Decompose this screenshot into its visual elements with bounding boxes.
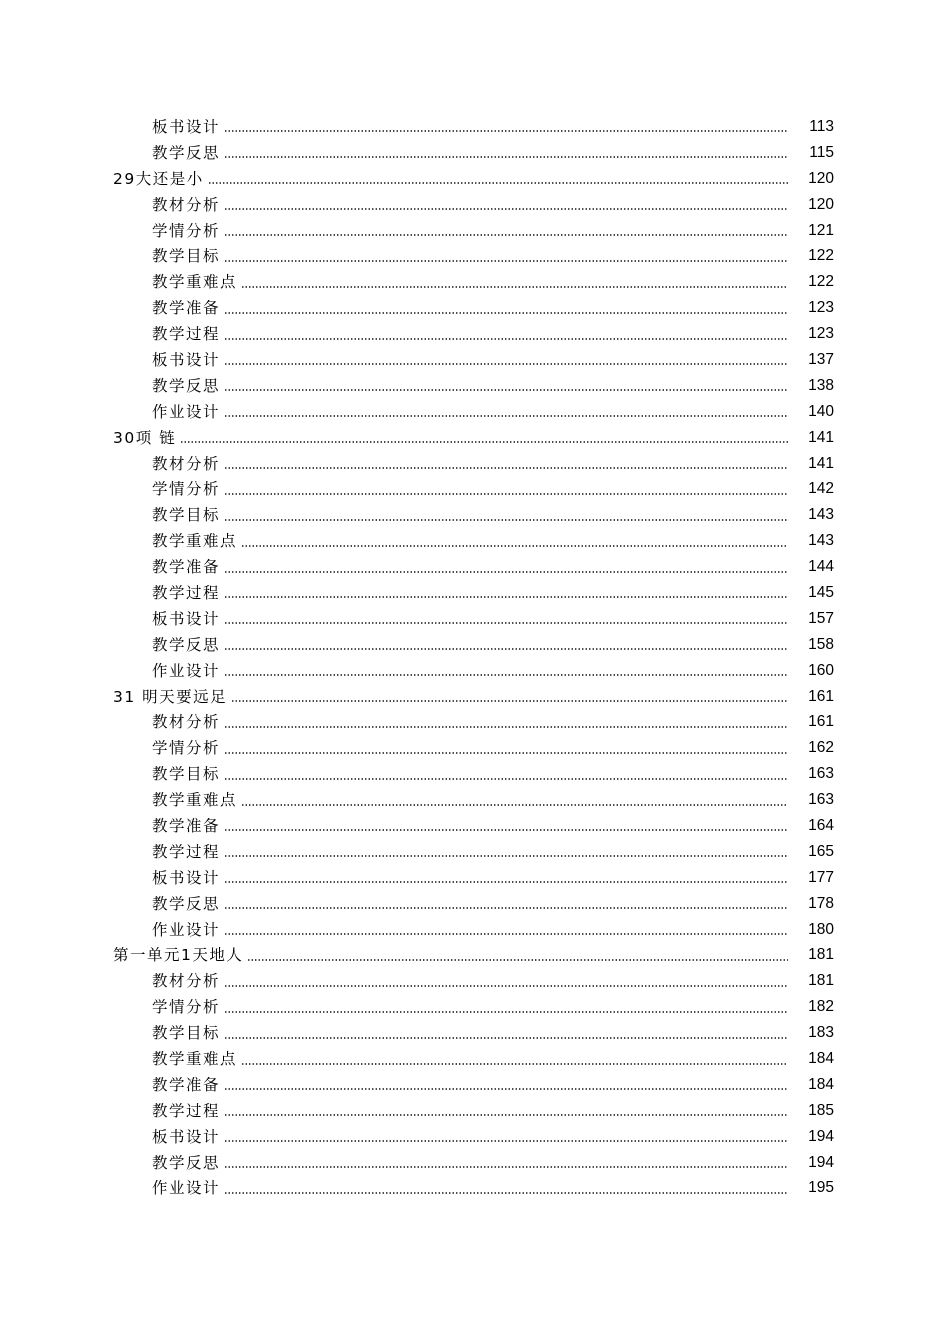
toc-section-entry[interactable] xyxy=(0,243,950,269)
toc-dot-leader xyxy=(224,1114,788,1116)
toc-dot-leader xyxy=(224,1166,788,1168)
toc-dot-leader xyxy=(224,156,788,158)
toc-section-entry[interactable] xyxy=(0,735,950,761)
toc-dot-leader xyxy=(224,260,788,262)
toc-entry-title: 教学准备 xyxy=(152,299,221,318)
toc-entry-title: 学情分析 xyxy=(152,998,221,1017)
toc-entry-title: 学情分析 xyxy=(152,480,221,499)
toc-entry-title: 30项 链 xyxy=(113,428,177,447)
toc-entry-title: 教材分析 xyxy=(152,454,221,473)
toc-dot-leader xyxy=(224,519,788,521)
toc-page-number: 143 xyxy=(808,506,834,524)
toc-entry-title: 教学过程 xyxy=(152,1101,221,1120)
toc-dot-leader xyxy=(224,674,788,676)
toc-dot-leader xyxy=(224,752,788,754)
toc-section-entry[interactable] xyxy=(0,269,950,295)
toc-entry-title: 教学过程 xyxy=(152,325,221,344)
toc-entry-title: 板书设计 xyxy=(152,350,221,369)
toc-page-number: 121 xyxy=(808,221,834,239)
toc-section-entry[interactable] xyxy=(0,451,950,477)
toc-dot-leader xyxy=(224,1140,788,1142)
toc-dot-leader xyxy=(224,312,788,314)
toc-dot-leader xyxy=(224,338,788,340)
toc-entry-title: 作业设计 xyxy=(152,920,221,939)
toc-page-number: 164 xyxy=(808,816,834,834)
toc-section-entry[interactable] xyxy=(0,1020,950,1046)
toc-section-entry[interactable] xyxy=(0,502,950,528)
toc-chapter-entry[interactable] xyxy=(0,166,950,192)
toc-page-number: 195 xyxy=(808,1179,834,1197)
toc-page-number: 115 xyxy=(809,143,834,161)
toc-page-number: 184 xyxy=(808,1050,834,1067)
toc-page-number: 181 xyxy=(808,972,834,990)
toc-section-entry[interactable] xyxy=(0,891,950,917)
toc-dot-leader xyxy=(224,881,788,883)
toc-page-number: 182 xyxy=(808,998,834,1016)
toc-page-number: 160 xyxy=(808,661,834,679)
toc-dot-leader xyxy=(224,907,788,909)
toc-dot-leader xyxy=(224,985,788,987)
toc-page-number: 157 xyxy=(808,609,834,627)
toc-section-entry[interactable] xyxy=(0,787,950,813)
toc-dot-leader xyxy=(247,959,788,961)
toc-section-entry[interactable] xyxy=(0,528,950,554)
toc-dot-leader xyxy=(224,130,788,132)
toc-dot-leader xyxy=(224,829,788,831)
toc-dot-leader xyxy=(224,467,788,469)
toc-dot-leader xyxy=(224,571,788,573)
toc-entry-title: 教学目标 xyxy=(152,506,221,525)
toc-section-entry[interactable] xyxy=(0,192,950,218)
toc-dot-leader xyxy=(224,234,788,236)
toc-section-entry[interactable] xyxy=(0,632,950,658)
toc-section-entry[interactable] xyxy=(0,140,950,166)
toc-section-entry[interactable] xyxy=(0,813,950,839)
toc-page-number: 122 xyxy=(808,247,834,265)
toc-section-entry[interactable] xyxy=(0,709,950,735)
toc-entry-title: 教学反思 xyxy=(152,1153,221,1172)
toc-dot-leader xyxy=(241,286,788,288)
toc-page-number: 180 xyxy=(808,920,834,938)
toc-section-entry[interactable] xyxy=(0,399,950,425)
toc-entry-title: 教学反思 xyxy=(152,143,221,162)
toc-entry-title: 教材分析 xyxy=(152,972,221,991)
toc-page-number: 163 xyxy=(808,791,834,809)
toc-dot-leader xyxy=(224,389,788,391)
toc-dot-leader xyxy=(224,415,788,417)
toc-entry-title: 教学重难点 xyxy=(152,791,238,810)
toc-page-number: 141 xyxy=(808,454,834,472)
toc-chapter-entry[interactable] xyxy=(0,425,950,451)
toc-section-entry[interactable] xyxy=(0,1098,950,1124)
toc-dot-leader xyxy=(231,700,788,702)
toc-page-number: 178 xyxy=(808,894,834,912)
toc-section-entry[interactable] xyxy=(0,1124,950,1150)
toc-dot-leader xyxy=(208,182,788,184)
toc-section-entry[interactable] xyxy=(0,476,950,502)
toc-entry-title: 31 明天要远足 xyxy=(113,687,228,706)
toc-page-number: 158 xyxy=(808,635,834,653)
toc-entry-title: 板书设计 xyxy=(152,1127,221,1146)
toc-dot-leader xyxy=(224,622,788,624)
toc-dot-leader xyxy=(224,1037,788,1039)
toc-entry-title: 教学反思 xyxy=(152,894,221,913)
toc-section-entry[interactable] xyxy=(0,839,950,865)
toc-entry-title: 教学目标 xyxy=(152,765,221,784)
toc-dot-leader xyxy=(241,1063,788,1065)
toc-page-number: 185 xyxy=(808,1101,834,1119)
toc-entry-title: 教学重难点 xyxy=(152,1050,238,1068)
toc-dot-leader xyxy=(241,804,788,806)
toc-dot-leader xyxy=(224,933,788,935)
toc-chapter-entry[interactable] xyxy=(0,943,950,969)
toc-page-number: 123 xyxy=(808,325,834,343)
toc-entry-title: 教学重难点 xyxy=(152,532,238,551)
toc-dot-leader xyxy=(224,648,788,650)
toc-page-number: 194 xyxy=(808,1127,834,1145)
toc-page-number: 145 xyxy=(808,583,834,601)
toc-section-entry[interactable] xyxy=(0,1046,950,1072)
toc-section-entry[interactable] xyxy=(0,606,950,632)
toc-dot-leader xyxy=(224,1192,788,1194)
toc-entry-title: 学情分析 xyxy=(152,221,221,240)
toc-entry-title: 作业设计 xyxy=(152,661,221,680)
toc-page-number: 184 xyxy=(808,1075,834,1093)
toc-entry-title: 学情分析 xyxy=(152,739,221,758)
toc-page-number: 141 xyxy=(808,428,834,446)
toc-entry-title: 教学准备 xyxy=(152,558,221,577)
toc-entry-title: 作业设计 xyxy=(152,1179,221,1198)
toc-entry-title: 29大还是小 xyxy=(113,169,204,188)
toc-page-number: 194 xyxy=(808,1153,834,1171)
toc-page-number: 144 xyxy=(808,558,834,576)
toc-page-number: 140 xyxy=(808,402,834,420)
toc-dot-leader xyxy=(224,855,788,857)
toc-section-entry[interactable] xyxy=(0,1072,950,1098)
toc-chapter-entry[interactable] xyxy=(0,684,950,710)
toc-entry-title: 教学目标 xyxy=(152,1024,221,1043)
toc-section-entry[interactable] xyxy=(0,347,950,373)
toc-dot-leader xyxy=(224,208,788,210)
toc-entry-title: 板书设计 xyxy=(152,117,221,136)
toc-dot-leader xyxy=(224,726,788,728)
toc-section-entry[interactable] xyxy=(0,554,950,580)
toc-section-entry[interactable] xyxy=(0,994,950,1020)
toc-dot-leader xyxy=(224,778,788,780)
toc-page-number: 122 xyxy=(808,273,834,291)
toc-section-entry[interactable] xyxy=(0,1150,950,1176)
toc-entry-title: 教学过程 xyxy=(152,842,221,861)
toc-entry-title: 教学准备 xyxy=(152,1075,221,1094)
toc-dot-leader xyxy=(180,441,788,443)
toc-entry-title: 教材分析 xyxy=(152,713,221,732)
toc-dot-leader xyxy=(224,596,788,598)
toc-dot-leader xyxy=(224,493,788,495)
toc-page-number: 165 xyxy=(808,842,834,860)
toc-page-number: 120 xyxy=(808,169,834,187)
toc-page-number: 177 xyxy=(808,868,834,886)
table-of-contents xyxy=(0,114,950,1201)
toc-entry-title: 板书设计 xyxy=(152,868,221,887)
toc-page-number: 163 xyxy=(808,765,834,783)
toc-page-number: 142 xyxy=(808,480,834,498)
toc-page-number: 183 xyxy=(808,1024,834,1042)
toc-section-entry[interactable] xyxy=(0,865,950,891)
toc-section-entry[interactable] xyxy=(0,321,950,347)
toc-page-number: 181 xyxy=(808,946,834,964)
toc-entry-title: 教学准备 xyxy=(152,816,221,835)
toc-page-number: 138 xyxy=(808,376,834,394)
toc-page-number: 137 xyxy=(808,350,834,368)
toc-page-number: 113 xyxy=(809,117,834,135)
toc-entry-title: 第一单元1天地人 xyxy=(113,946,244,965)
toc-page-number: 161 xyxy=(808,713,834,731)
toc-section-entry[interactable] xyxy=(0,580,950,606)
toc-dot-leader xyxy=(224,1011,788,1013)
toc-page-number: 143 xyxy=(808,532,834,550)
toc-entry-title: 作业设计 xyxy=(152,402,221,421)
toc-page-number: 120 xyxy=(808,195,834,213)
toc-section-entry[interactable] xyxy=(0,917,950,943)
toc-section-entry[interactable] xyxy=(0,373,950,399)
toc-entry-title: 教学目标 xyxy=(152,247,221,266)
toc-section-entry[interactable] xyxy=(0,218,950,244)
toc-page-number: 161 xyxy=(808,687,834,705)
toc-entry-title: 板书设计 xyxy=(152,609,221,628)
toc-entry-title: 教学反思 xyxy=(152,635,221,654)
toc-dot-leader xyxy=(224,1088,788,1090)
toc-entry-title: 教学反思 xyxy=(152,376,221,395)
toc-section-entry[interactable] xyxy=(0,1176,950,1202)
toc-dot-leader xyxy=(224,363,788,365)
toc-section-entry[interactable] xyxy=(0,761,950,787)
toc-page-number: 162 xyxy=(808,739,834,757)
toc-entry-title: 教学重难点 xyxy=(152,273,238,292)
toc-section-entry[interactable] xyxy=(0,968,950,994)
toc-section-entry[interactable] xyxy=(0,658,950,684)
toc-dot-leader xyxy=(241,545,788,547)
toc-section-entry[interactable] xyxy=(0,114,950,140)
toc-entry-title: 教材分析 xyxy=(152,195,221,214)
toc-page-number: 123 xyxy=(808,299,834,317)
toc-section-entry[interactable] xyxy=(0,295,950,321)
toc-entry-title: 教学过程 xyxy=(152,583,221,602)
